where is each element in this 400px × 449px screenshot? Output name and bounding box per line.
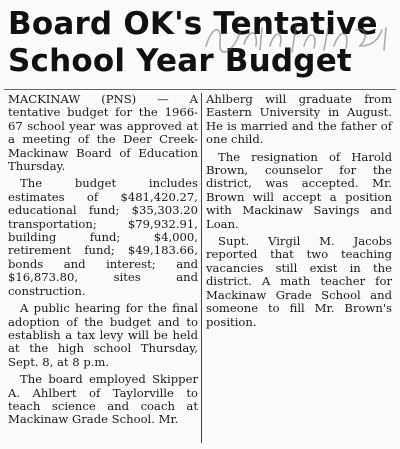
- column-divider: [201, 93, 202, 443]
- headline-line-2: School Year Budget: [8, 43, 352, 79]
- paragraph: The resignation of Harold Brown, counselor for the district, was accepted. Mr. Brown will accept a position with Mackinaw Savings and Loan.: [206, 149, 392, 231]
- handwriting-scribble-icon: [200, 16, 400, 58]
- paragraph: MACKINAW (PNS) — A tentative budget for the 1966-67 school year was approved at a meeting of the Deer Creek-Mackinaw Board of Education Thursday.: [8, 92, 198, 174]
- top-rule: [4, 89, 396, 90]
- article-column-right: [206, 93, 392, 333]
- paragraph: Supt. Virgil M. Jacobs reported that two teaching vacancies still exist in the district. A math teacher for Mackinaw Grade School and someone to fill Mr. Brown's position.: [206, 234, 392, 329]
- paragraph: A public hearing for the final adoption of the budget and to establish a tax levy will be held at the high school Thursday, Sept. 8, at 8 p.m.: [8, 301, 198, 369]
- paragraph: The budget includes estimates of $481,420.27, educational fund; $35,303.20 transportation; $79,932.91, building fund; $4,000, retirement fund; $49,183.66, bonds and interest; and $16,873.80, sites and construction.: [8, 176, 198, 298]
- headline-line-1: Board OK's Tentative: [8, 6, 378, 42]
- paragraph: Ahlberg will graduate from Eastern University in August. He is married and the father of one child.: [206, 92, 392, 147]
- handwritten-date-annotation: [200, 16, 400, 58]
- paragraph: The board employed Skipper A. Ahlbert of Taylorville to teach science and coach at Mackinaw Grade School. Mr.: [8, 372, 198, 427]
- article-column-left: [8, 93, 198, 431]
